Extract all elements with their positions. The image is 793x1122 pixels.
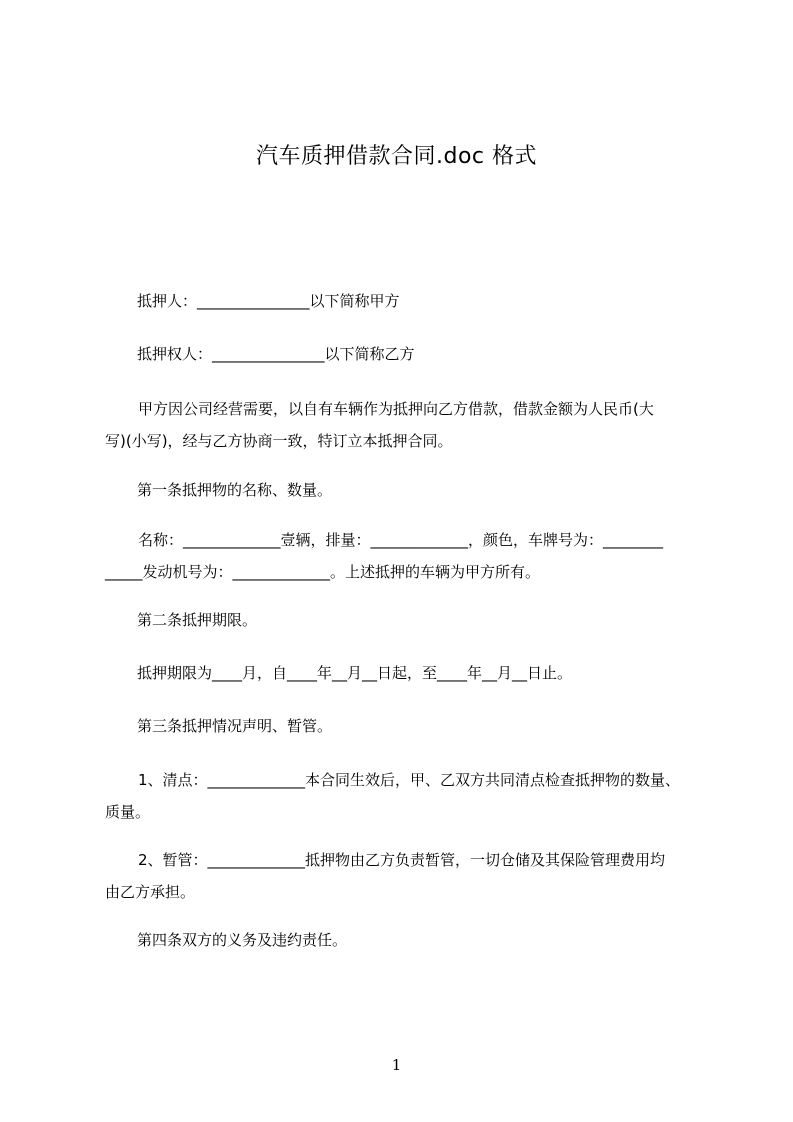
intro-line-2: 写)(小写)，经与乙方协商一致，特订立本抵押合同。 <box>105 432 453 450</box>
article3-heading: 第三条抵押情况声明、暂管。 <box>137 717 333 735</box>
article3-item1-line-1: 1、清点：_____________本合同生效后，甲、乙双方共同清点检查抵押物的数量、 <box>138 771 681 789</box>
article3-item2 <box>105 844 705 908</box>
intro-line-1: 甲方因公司经营需要，以自有车辆作为抵押向乙方借款，借款金额为人民币(大 <box>138 400 654 418</box>
article1-line-1: 名称：_____________壹辆，排量：_____________，颜色，车牌号为：________ <box>138 531 664 549</box>
intro-paragraph <box>105 393 705 457</box>
article2-body: 抵押期限为____月，自____年__月__日起，至____年__月__日止。 <box>137 664 573 682</box>
article3-item1 <box>105 764 705 828</box>
page-number: 1 <box>391 1056 402 1074</box>
pledgor-line: 抵押人：_______________以下简称甲方 <box>137 292 400 310</box>
article1-line-2: _____发动机号为：_____________。上述抵押的车辆为甲方所有。 <box>105 563 541 581</box>
article2-heading: 第二条抵押期限。 <box>137 611 258 629</box>
article1-paragraph <box>105 524 705 588</box>
article4-heading: 第四条双方的义务及违约责任。 <box>137 931 348 949</box>
document-title: 汽车质押借款合同.doc 格式 <box>255 144 537 169</box>
pledgee-line: 抵押权人：_______________以下简称乙方 <box>137 345 415 363</box>
article1-heading: 第一条抵押物的名称、数量。 <box>137 481 333 499</box>
article3-item2-line-2: 由乙方承担。 <box>105 883 196 901</box>
article3-item1-line-2: 质量。 <box>105 803 151 821</box>
article3-item2-line-1: 2、暂管：_____________抵押物由乙方负责暂管，一切仓储及其保险管理费用均 <box>138 851 666 869</box>
